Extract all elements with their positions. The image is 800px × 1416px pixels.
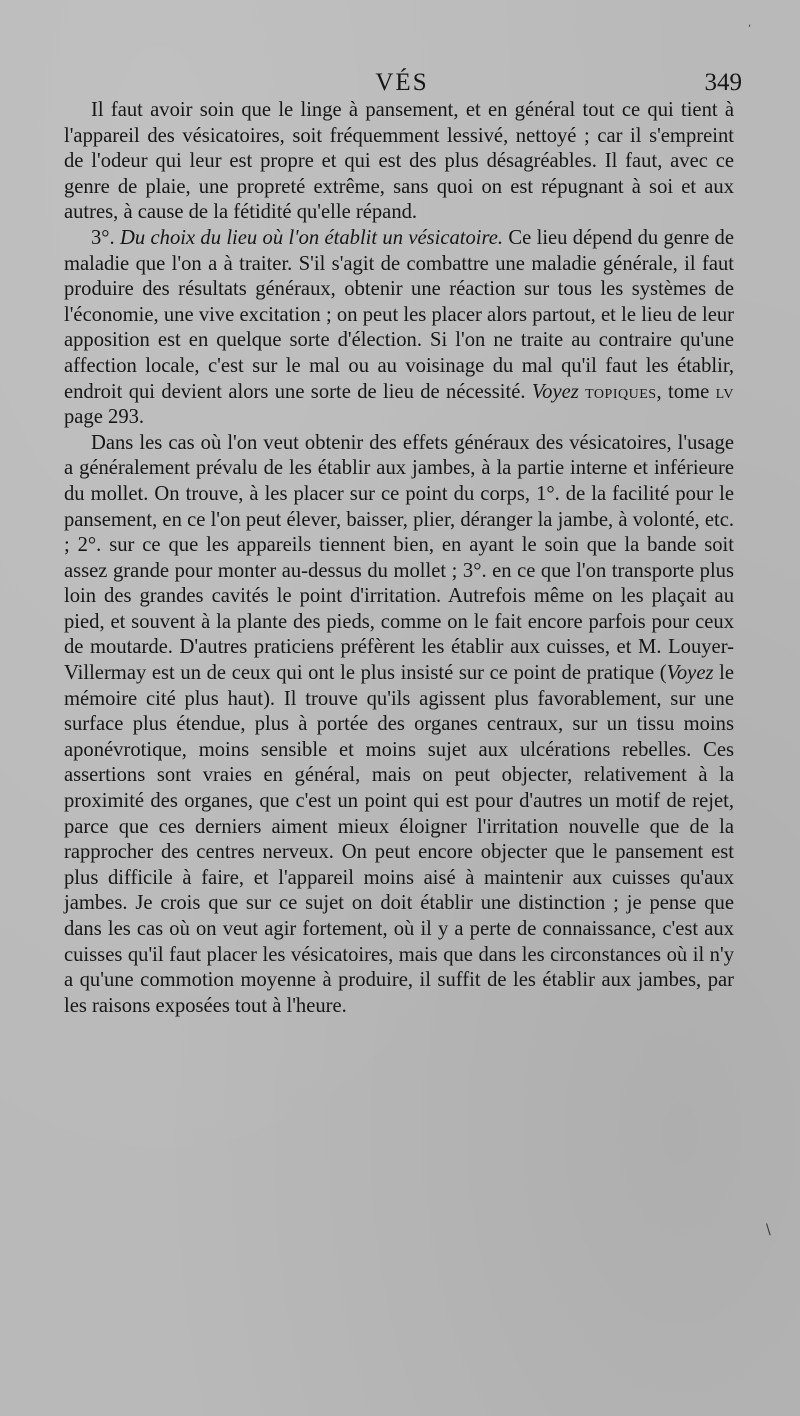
cross-reference-voyez: Voyez bbox=[531, 380, 579, 403]
paragraph-3-voyez: Voyez bbox=[666, 662, 714, 685]
paragraph-3-text-b: le mémoire cité plus haut). Il trouve qu'ils agissent plus favorablement, sur une surface plus étendue, plus à portée des organes centraux, sur un tissu moins aponévrotique, moins sensible et moins sujet aux ulcérations rebelles. Ces assertions sont vraies en général, mais on peut objecter, relativement à la proximité des organes, que c'est un point qui est pour d'autres un motif de rejet, parce que ces derniers aiment mieux éloigner l'irritation nouvelle que de la rapprocher des centres nerveux. On peut encore objecter que le pansement est plus difficile à faire, et l'appareil moins aisé à maintenir aux cuisses qu'aux jambes. Je crois que sur ce sujet on doit établir une distinction ; je pense que dans les cas où on veut agir fortement, où il y a perte de connaissance, c'est aux cuisses qu'il faut placer les vésicatoires, mais que dans les circonstances où il n'y a qu'une commotion moyenne à produire, il suffit de les établir aux jambes, par les raisons exposées tout à l'heure. bbox=[64, 662, 734, 1017]
paragraph-1 bbox=[64, 98, 734, 226]
cross-reference-volume: lv bbox=[715, 380, 734, 403]
section-heading: Du choix du lieu où l'on établit un vésicatoire. bbox=[120, 226, 504, 249]
page-speck: , bbox=[748, 18, 752, 29]
paragraph-3 bbox=[64, 431, 734, 1020]
paragraph-3-text-a: Dans les cas où l'on veut obtenir des effets généraux des vésicatoires, l'usage a généralement prévalu de les établir aux jambes, à la partie interne et inférieure du mollet. On trouve, à les placer sur ce point du corps, 1°. de la facilité pour le pansement, en ce l'on peut élever, baisser, plier, déranger la jambe, à volonté, etc. ; 2°. sur ce que les appareils tiennent bien, en ayant le soin que la bande soit assez grande pour monter au-dessus du mollet ; 3°. en ce que l'on transporte plus loin des grandes cavités le point d'irritation. Autrefois même on les plaçait au pied, et souvent à la plante des pieds, comme on le fait encore parfois pour ceux de moutarde. D'autres praticiens préfèrent les établir aux cuisses, et M. Louyer-Villermay est un de ceux qui ont le plus insisté sur ce point de pratique ( bbox=[64, 431, 734, 685]
page-speck: \ bbox=[766, 1222, 771, 1238]
running-head bbox=[62, 66, 742, 100]
paragraph-2-text: Ce lieu dépend du genre de maladie que l'on a à traiter. S'il s'agit de combattre une maladie générale, il faut produire des résultats généraux, obtenir une réaction sur tous les systèmes de l'économie, une vive excitation ; on peut les placer alors partout, et le lieu de leur apposition est en quelque sorte d'élection. Si l'on ne traite au contraire qu'une affection locale, c'est sur le mal ou au voisinage du mal qu'il faut les établir, endroit qui devient alors une sorte de lieu de nécessité. bbox=[64, 226, 734, 403]
page-number: 349 bbox=[704, 69, 742, 96]
body-text bbox=[64, 98, 734, 1019]
section-number: 3°. bbox=[91, 226, 115, 249]
cross-reference-page: page 293. bbox=[64, 406, 145, 429]
cross-reference-tome: , tome bbox=[656, 380, 710, 403]
running-title: VÉS bbox=[375, 69, 429, 96]
cross-reference-topic: topiques bbox=[585, 380, 657, 403]
paragraph-1-text: Il faut avoir soin que le linge à pansement, et en général tout ce qui tient à l'appareil des vésicatoires, soit fréquemment lessivé, nettoyé ; car il s'empreint de l'odeur qui leur est propre et qui est des plus désagréables. Il faut, avec ce genre de plaie, une propreté extrême, sans quoi on est répugnant à soi et aux autres, à cause de la fétidité qu'elle répand. bbox=[64, 99, 734, 224]
paragraph-2 bbox=[64, 226, 734, 431]
